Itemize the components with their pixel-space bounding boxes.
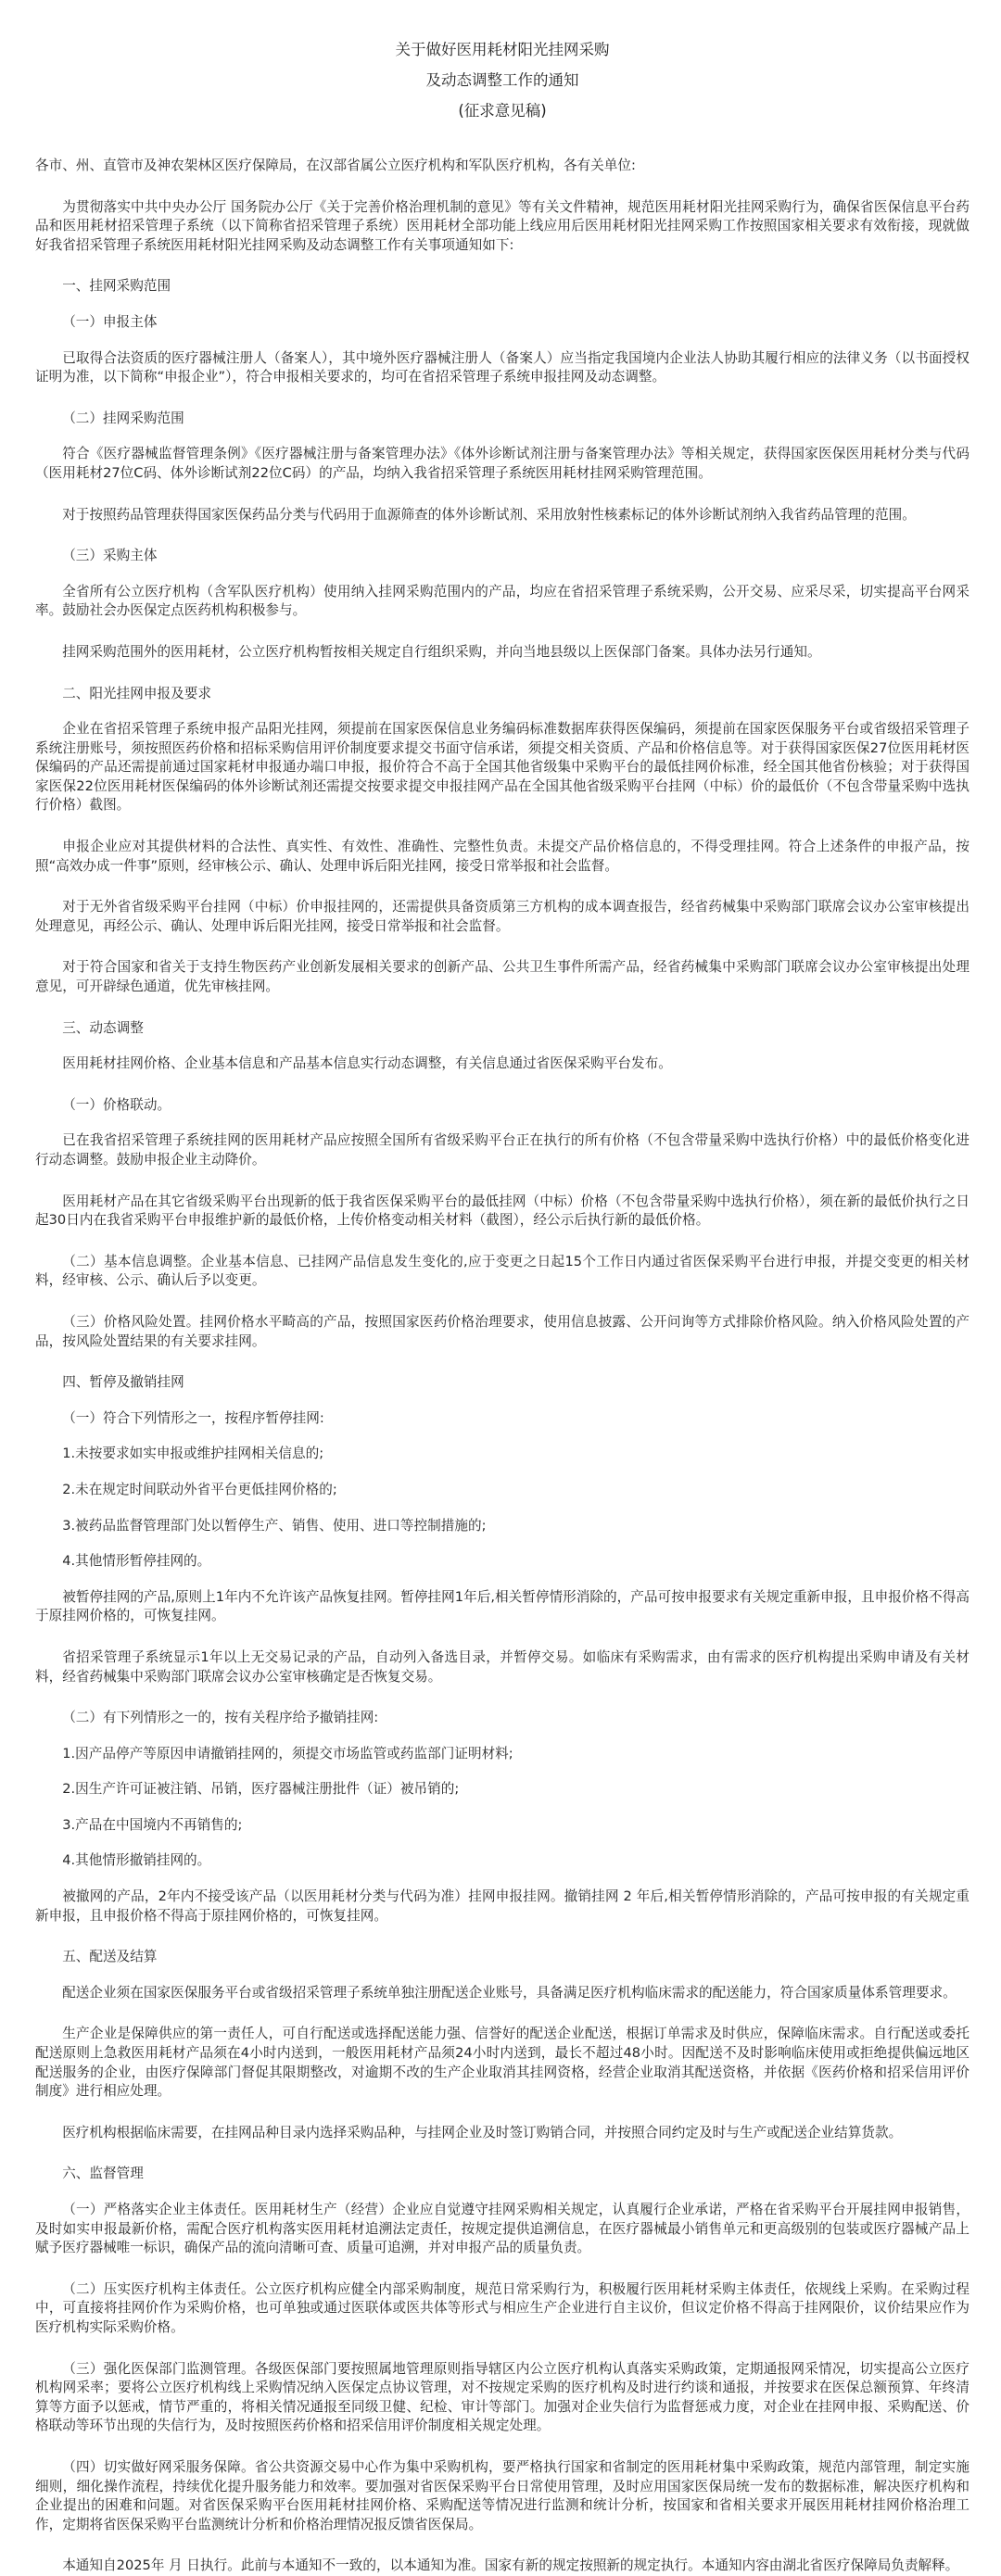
paragraph-closing: 本通知自2025年 月 日执行。此前与本通知不一致的，以本通知为准。国家有新的规定按照新的规定执行。本通知内容由湖北省医疗保障局负责解释。 bbox=[62, 2557, 959, 2574]
subsection-heading-4-2: （二）有下列情形之一的，按有关程序给予撤销挂网: bbox=[62, 1710, 379, 1726]
list-item: 2.未在规定时间联动外省平台更低挂网价格的; bbox=[62, 1481, 337, 1497]
paragraph: 省招采管理子系统显示1年以上无交易记录的产品，自动列入备选目录，并暂停交易。如临床有采购需求，由有需求的医疗机构提出采购申请及有关材料，经省药械集中采购部门联席会议办公室审核确定是否恢复交易。 bbox=[35, 1648, 969, 1685]
list-item: 1.因产品停产等原因申请撤销挂网的，须提交市场监管或药监部门证明材料; bbox=[62, 1745, 513, 1762]
paragraph: 企业在省招采管理子系统申报产品阳光挂网，须提前在国家医保信息业务编码标准数据库获得医保编码，须提前在国家医保服务平台或省级招采管理子系统注册账号，须按照医药价格和招标采购信用评价制度要求提交书面守信承诺，须提交相关资质、产品和价格信息等。对于获得国家医保27位医用耗材医保编码的产品还需提前通过国家耗材申报通办端口申报，报价符合不高于全国其他省级集中采购平台的最低挂网价标准，经全国其他省份核验；对于获得国家医保22位医用耗材医保编码的体外诊断试剂还需提交按要求提交申报挂网产品在全国其他省级采购平台挂网（中标）价的最低价（不包含带量采购中选执行价格）截图。 bbox=[35, 721, 969, 814]
paragraph: 已取得合法资质的医疗器械注册人（备案人），其中境外医疗器械注册人（备案人）应当指定我国境内企业法人协助其履行相应的法律义务（以书面授权证明为准，以下简称“申报企业”），符合申报相关要求的，均可在省招采管理子系统申报挂网及动态调整。 bbox=[35, 349, 969, 385]
document-title-line2: 及动态调整工作的通知 bbox=[425, 71, 579, 89]
paragraph: 被撤网的产品，2年内不接受该产品（以医用耗材分类与代码为准）挂网申报挂网。撤销挂网 2 年后,相关暂停情形消除的，产品可按申报的有关规定重新申报，且申报价格不得高于原挂网价格的，可恢复挂网。 bbox=[35, 1888, 969, 1924]
paragraph: 对于按照药品管理获得国家医保药品分类与代码用于血源筛查的体外诊断试剂、采用放射性核素标记的体外诊断试剂纳入我省药品管理的范围。 bbox=[62, 506, 916, 523]
paragraph: 申报企业应对其提供材料的合法性、真实性、有效性、准确性、完整性负责。未提交产品价格信息的，不得受理挂网。符合上述条件的申报产品，按照“高效办成一件事”原则，经审核公示、确认、处理申诉后阳光挂网，接受日常举报和社会监督。 bbox=[35, 839, 969, 874]
list-item: 2.因生产许可证被注销、吊销，医疗器械注册批件（证）被吊销的; bbox=[62, 1781, 460, 1798]
document-subtitle-draft: (征求意见稿) bbox=[458, 102, 547, 120]
section-heading-6: 六、监督管理 bbox=[62, 2166, 144, 2182]
paragraph: 对于符合国家和省关于支持生物医药产业创新发展相关要求的创新产品、公共卫生事件所需产品，经省药械集中采购部门联席会议办公室审核提出处理意见，可开辟绿色通道，优先审核挂网。 bbox=[35, 959, 969, 995]
list-item: 4.其他情形撤销挂网的。 bbox=[62, 1852, 211, 1869]
subsection-heading-4-1: （一）符合下列情形之一，按程序暂停挂网: bbox=[62, 1409, 324, 1426]
paragraph: （二）基本信息调整。企业基本信息、已挂网产品信息发生变化的,应于变更之日起15个工作日内通过省医保采购平台进行申报，并提交变更的相关材料，经审核、公示、确认后予以变更。 bbox=[35, 1253, 969, 1289]
section-heading-5: 五、配送及结算 bbox=[62, 1949, 158, 1965]
list-item: 3.被药品监督管理部门处以暂停生产、销售、使用、进口等控制措施的; bbox=[62, 1517, 487, 1534]
section-heading-4: 四、暂停及撤销挂网 bbox=[62, 1374, 184, 1391]
paragraph: 全省所有公立医疗机构（含军队医疗机构）使用纳入挂网采购范围内的产品，均应在省招采管理子系统采购，公开交易、应采尽采，切实提高平台网采率。鼓励社会办医保定点医药机构积极参与。 bbox=[35, 583, 969, 619]
paragraph: （四）切实做好网采服务保障。省公共资源交易中心作为集中采购机构，要严格执行国家和省制定的医用耗材集中采购政策，规范内部管理，制定实施细则，细化操作流程，持续优化提升服务能力和效率。要加强对省医保采购平台日常使用管理，及时应用国家医保局统一发布的数据标准，解决医疗机构和企业提出的困难和问题。对省医保采购平台医用耗材挂网价格、采购配送等情况进行监测和统计分析，按国家和省相关要求开展医用耗材挂网价格治理工作，定期将省医保采购平台监测统计分析和价格治理情况报反馈省医保局。 bbox=[35, 2458, 969, 2532]
section-heading-2: 二、阳光挂网申报及要求 bbox=[62, 685, 211, 701]
list-item: 1.未按要求如实申报或维护挂网相关信息的; bbox=[62, 1446, 324, 1462]
paragraph: （三）价格风险处置。挂网价格水平畸高的产品，按照国家医药价格治理要求，使用信息披露、公开问询等方式排除价格风险。纳入价格风险处置的产品，按风险处置结果的有关要求挂网。 bbox=[35, 1313, 969, 1349]
document-title-line1: 关于做好医用耗材阳光挂网采购 bbox=[395, 41, 610, 58]
paragraph-intro: 为贯彻落实中共中央办公厅 国务院办公厅《关于完善价格治理机制的意见》等有关文件精神，规范医用耗材阳光挂网采购行为，确保省医保信息平台药品和医用耗材招采管理子系统（以下简称省招采管理子系统）医用耗材全部功能上线应用后医用耗材阳光挂网采购工作按照国家相关要求有效衔接，现就做好我省招采管理子系统医用耗材阳光挂网采购及动态调整工作有关事项通知如下: bbox=[35, 198, 969, 253]
section-heading-3: 三、动态调整 bbox=[62, 1019, 144, 1036]
paragraph: 配送企业须在国家医保服务平台或省级招采管理子系统单独注册配送企业账号，具备满足医疗机构临床需求的配送能力，符合国家质量体系管理要求。 bbox=[62, 1984, 957, 2001]
subsection-heading-1-1: （一）申报主体 bbox=[62, 313, 158, 330]
paragraph: 对于无外省省级采购平台挂网（中标）价申报挂网的，还需提供具备资质第三方机构的成本调查报告，经省药械集中采购部门联席会议办公室审核提出处理意见，再经公示、确认、处理申诉后阳光挂网，接受日常举报和社会监督。 bbox=[35, 899, 969, 934]
paragraph: 挂网采购范围外的医用耗材，公立医疗机构暂按相关规定自行组织采购，并向当地县级以上医保部门备案。具体办法另行通知。 bbox=[62, 643, 821, 660]
paragraph: 医用耗材挂网价格、企业基本信息和产品基本信息实行动态调整，有关信息通过省医保采购平台发布。 bbox=[62, 1055, 672, 1072]
section-heading-1: 一、挂网采购范围 bbox=[62, 278, 171, 295]
paragraph: 医疗机构根据临床需要，在挂网品种目录内选择采购品种，与挂网企业及时签订购销合同，并按照合同约定及时与生产或配送企业结算货款。 bbox=[62, 2124, 903, 2140]
paragraph: 被暂停挂网的产品,原则上1年内不允许该产品恢复挂网。暂停挂网1年后,相关暂停情形消除的，产品可按申报要求有关规定重新申报，且申报价格不得高于原挂网价格的，可恢复挂网。 bbox=[35, 1588, 969, 1624]
subsection-heading-1-3: （三）采购主体 bbox=[62, 548, 158, 564]
paragraph: 符合《医疗器械监督管理条例》《医疗器械注册与备案管理办法》《体外诊断试剂注册与备案管理办法》等相关规定，获得国家医保医用耗材分类与代码（医用耗材27位C码、体外诊断试剂22位C码）的产品，均纳入我省招采管理子系统医用耗材挂网采购管理范围。 bbox=[35, 446, 969, 481]
paragraph: （一）严格落实企业主体责任。医用耗材生产（经营）企业应自觉遵守挂网采购相关规定，认真履行企业承诺，严格在省采购平台开展挂网申报销售，及时如实申报最新价格，需配合医疗机构落实医用耗材追溯法定责任，按规定提供追溯信息，在医疗器械最小销售单元和更高级别的包装或医疗器械产品上赋予医疗器械唯一标识，确保产品的流向清晰可查、质量可追溯，并对申报产品的质量负责。 bbox=[35, 2202, 969, 2256]
list-item: 3.产品在中国境内不再销售的; bbox=[62, 1816, 243, 1833]
document-body bbox=[35, 157, 969, 2576]
subsection-heading-1-2: （二）挂网采购范围 bbox=[62, 410, 184, 426]
paragraph: 已在我省招采管理子系统挂网的医用耗材产品应按照全国所有省级采购平台正在执行的所有价格（不包含带量采购中选执行价格）中的最低价格变化进行动态调整。鼓励申报企业主动降价。 bbox=[35, 1132, 969, 1168]
paragraph: 生产企业是保障供应的第一责任人，可自行配送或选择配送能力强、信誉好的配送企业配送，根据订单需求及时供应，保障临床需求。自行配送或委托配送原则上急救医用耗材产品须在4小时内送到，一般医用耗材产品须24小时内送到，最长不超过48小时。因配送不及时影响临床使用或拒绝提供偏远地区配送服务的企业，由医疗保障部门督促其限期整改，对逾期不改的生产企业取消其挂网资格，经营企业取消其配送资格，并依据《医药价格和招采信用评价制度》进行相应处理。 bbox=[35, 2026, 969, 2100]
subsection-heading-3-1: （一）价格联动。 bbox=[62, 1096, 171, 1113]
paragraph: 医用耗材产品在其它省级采购平台出现新的低于我省医保采购平台的最低挂网（中标）价格（不包含带量采购中选执行价格），须在新的最低价执行之日起30日内在我省采购平台申报维护新的最低价格，上传价格变动相关材料（截图），经公示后执行新的最低价格。 bbox=[35, 1193, 969, 1229]
paragraph: （二）压实医疗机构主体责任。公立医疗机构应健全内部采购制度，规范日常采购行为，积极履行医用耗材采购主体责任，依规线上采购。在采购过程中，可直接将挂网价作为采购价格，也可单独或通过医联体或医共体等形式与相应生产企业进行自主议价，但议定价格不得高于挂网限价，议价结果应作为医疗机构实际采购价格。 bbox=[35, 2280, 969, 2335]
paragraph: （三）强化医保部门监测管理。各级医保部门要按照属地管理原则指导辖区内公立医疗机构认真落实采购政策，定期通报网采情况，切实提高公立医疗机构网采率；要将公立医疗机构线上采购情况纳入医保定点协议管理，对不按规定采购的医疗机构及时进行约谈和通报，并按要求在医保总额预算、年终清算等方面予以惩戒，情节严重的，将相关情况通报至同级卫健、纪检、审计等部门。加强对企业失信行为监督惩戒力度，对企业在挂网申报、采购配送、价格联动等环节出现的失信行为，及时按照医药价格和招采信用评价制度相关规定处理。 bbox=[35, 2360, 969, 2434]
salutation: 各市、州、直管市及神农架林区医疗保障局，在汉部省属公立医疗机构和军队医疗机构，各有关单位: bbox=[35, 158, 636, 173]
list-item: 4.其他情形暂停挂网的。 bbox=[62, 1553, 211, 1570]
